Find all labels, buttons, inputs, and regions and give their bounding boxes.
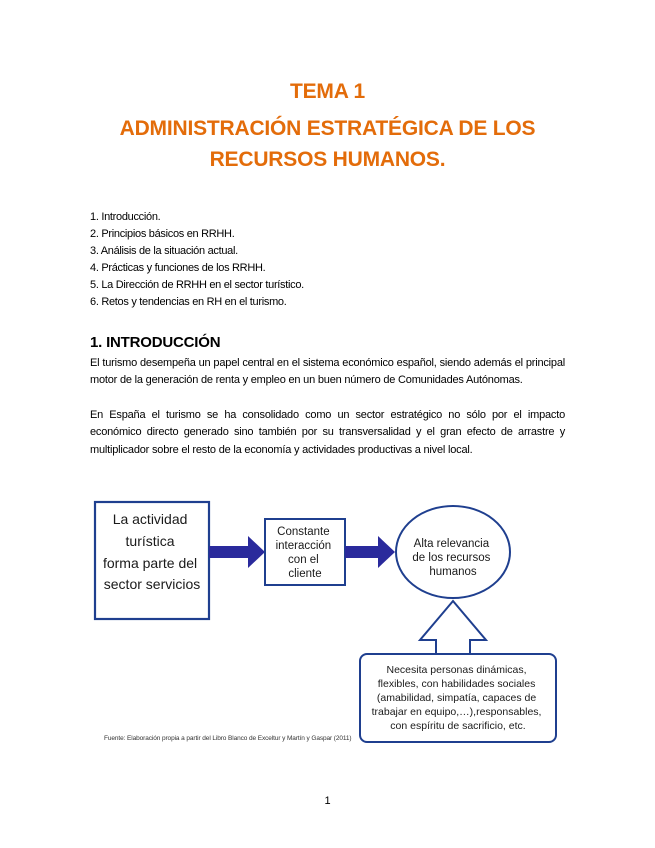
- title-line-1: TEMA 1: [289, 80, 366, 103]
- box4-line: con espíritu de sacrificio, etc.: [390, 720, 526, 732]
- arrow-right-icon: [209, 536, 265, 568]
- arrow-up-icon: [420, 601, 486, 654]
- box2-line: Constante: [277, 526, 330, 538]
- figure-source: Fuente: Elaboración propia a partir del Libro Blanco de Exceltur y Martín y Gaspar (2011): [104, 735, 352, 742]
- box4-line: flexibles, con habilidades sociales: [377, 678, 536, 690]
- paragraph-1: El turismo desempeña un papel central en el sistema económico español, siendo además el principal motor de la generación de renta y empleo en un buen número de Comunidades Autónomas.: [90, 357, 565, 387]
- page-number: 1: [324, 795, 331, 807]
- box1-line: turística: [125, 533, 175, 549]
- toc-item: 2. Principios básicos en RRHH.: [90, 228, 235, 240]
- toc-item: 6. Retos y tendencias en RH en el turismo.: [90, 296, 287, 308]
- box2-line: cliente: [288, 568, 322, 580]
- arrow-right-icon: [345, 536, 395, 568]
- box4-line: (amabilidad, simpatía, capaces de: [376, 692, 537, 704]
- box1-line: sector servicios: [103, 576, 201, 592]
- toc-item: 1. Introducción.: [90, 211, 161, 223]
- toc-item: 5. La Dirección de RRHH en el sector turístico.: [90, 279, 304, 291]
- box1-line: forma parte del: [102, 555, 198, 571]
- title-line-3: RECURSOS HUMANOS.: [209, 148, 446, 171]
- ellipse-line: de los recursos: [412, 552, 491, 564]
- box1-line: La actividad: [112, 511, 188, 527]
- box2-line: interacción: [275, 540, 332, 552]
- title-line-2: ADMINISTRACIÓN ESTRATÉGICA DE LOS: [119, 117, 536, 140]
- box4-line: trabajar en equipo,…),responsables,: [371, 706, 542, 718]
- box2-line: con el: [288, 554, 319, 566]
- paragraph-2: En España el turismo se ha consolidado como un sector estratégico no sólo por el impacto económico directo generado sino también por su transversalidad y el gran efecto de arrastre y multiplicador sobre el resto de la economía y actividades productivas a nivel local.: [90, 409, 565, 456]
- ellipse-line: humanos: [429, 566, 477, 578]
- svg-text:Necesita personas dinámicas,: [372, 664, 545, 732]
- ellipse-line: Alta relevancia: [413, 538, 490, 550]
- toc-item: 3. Análisis de la situación actual.: [90, 245, 238, 257]
- toc-item: 4. Prácticas y funciones de los RRHH.: [90, 262, 266, 274]
- box4-line: Necesita personas dinámicas,: [386, 664, 527, 676]
- section-heading: 1. INTRODUCCIÓN: [90, 334, 221, 351]
